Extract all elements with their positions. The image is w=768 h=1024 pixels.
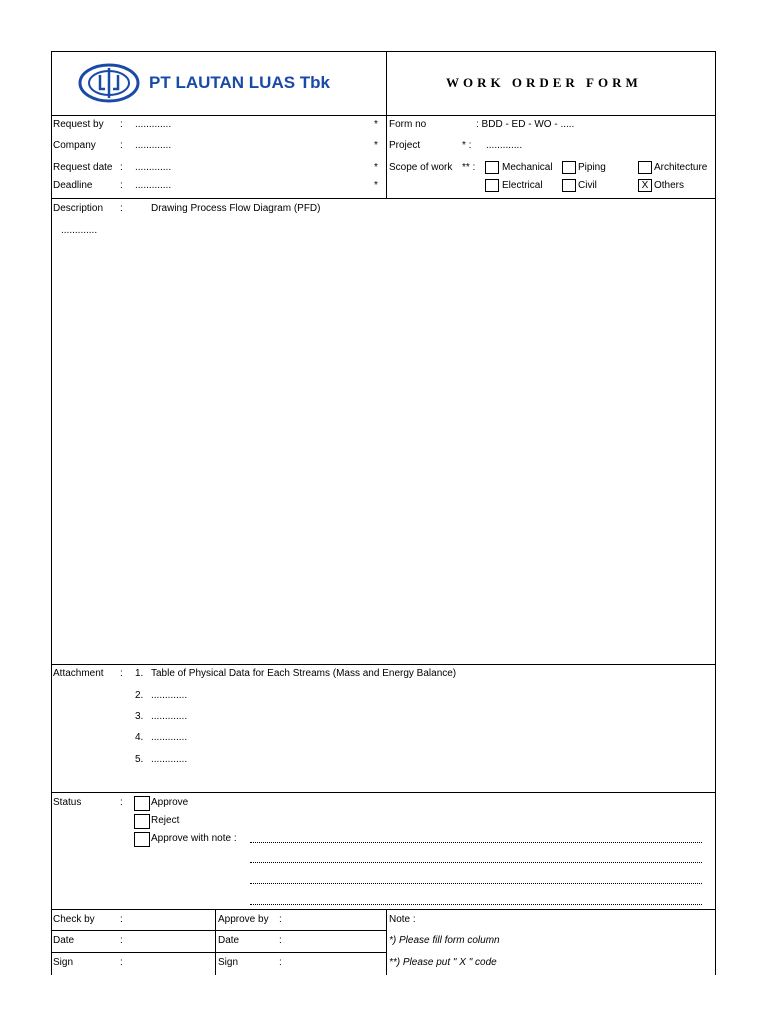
company-name: PT LAUTAN LUAS Tbk xyxy=(149,73,331,92)
attachment-item-number: 1. xyxy=(135,668,144,679)
approve-date-label: Date xyxy=(218,935,240,946)
form-title: WORK ORDER FORM xyxy=(446,75,642,90)
company-required: * xyxy=(374,140,378,151)
attachment-bottom-border xyxy=(51,792,716,793)
attachment-label: Attachment xyxy=(53,668,104,679)
check-by-label: Check by xyxy=(53,914,95,925)
note-text-1: *) Please fill form column xyxy=(389,935,500,946)
request-by-label: Request by xyxy=(53,119,104,130)
company-value[interactable]: ............. xyxy=(135,140,172,151)
request-date-required: * xyxy=(374,162,378,173)
header-divider xyxy=(386,51,387,199)
attachment-item-number: 5. xyxy=(135,754,144,765)
reject-label: Reject xyxy=(151,815,180,826)
check-by-colon: : xyxy=(120,914,123,925)
attachment-item[interactable]: ............. xyxy=(151,754,188,765)
request-by-required: * xyxy=(374,119,378,130)
form-no-value[interactable]: : BDD - ED - WO - ..... xyxy=(476,119,575,130)
attachment-item[interactable]: ............. xyxy=(151,711,188,722)
request-date-colon: : xyxy=(120,162,123,173)
project-marks: * : xyxy=(462,140,472,151)
note-line-1[interactable] xyxy=(250,842,702,843)
scope-label: Scope of work xyxy=(389,162,453,173)
civil-label: Civil xyxy=(578,180,597,191)
attachment-colon: : xyxy=(120,668,123,679)
approve-checkbox[interactable] xyxy=(134,796,150,811)
check-date-label: Date xyxy=(53,935,75,946)
check-sign-label: Sign xyxy=(53,957,74,968)
header-bottom-border xyxy=(51,115,716,116)
approve-sign-label: Sign xyxy=(218,957,239,968)
attachment-item-number: 3. xyxy=(135,711,144,722)
form-no-label: Form no xyxy=(389,119,427,130)
request-by-colon: : xyxy=(120,119,123,130)
attachment-item-number: 4. xyxy=(135,732,144,743)
request-by-value[interactable]: ............. xyxy=(135,119,172,130)
description-colon: : xyxy=(120,203,123,214)
approve-with-note-checkbox[interactable] xyxy=(134,832,150,847)
description-bottom-border xyxy=(51,664,716,665)
note-line-4[interactable] xyxy=(250,904,702,905)
electrical-checkbox[interactable] xyxy=(485,179,499,192)
deadline-value[interactable]: ............. xyxy=(135,180,172,191)
approve-by-label: Approve by xyxy=(218,914,269,925)
scope-marks: ** : xyxy=(462,162,476,173)
signoff-col-divider-2 xyxy=(386,909,387,975)
lautan-luas-logo xyxy=(78,63,140,103)
others-checkbox[interactable]: X xyxy=(638,179,652,192)
signoff-row-2-border xyxy=(51,952,387,953)
note-line-2[interactable] xyxy=(250,862,702,863)
deadline-colon: : xyxy=(120,180,123,191)
architecture-label: Architecture xyxy=(654,162,708,173)
company-label: Company xyxy=(53,140,96,151)
approve-label: Approve xyxy=(151,797,189,808)
company-colon: : xyxy=(120,140,123,151)
deadline-label: Deadline xyxy=(53,180,93,191)
attachment-item-number: 2. xyxy=(135,690,144,701)
civil-checkbox[interactable] xyxy=(562,179,576,192)
signoff-row-1-border xyxy=(51,930,387,931)
approve-with-note-label: Approve with note : xyxy=(151,833,237,844)
piping-label: Piping xyxy=(578,162,606,173)
electrical-label: Electrical xyxy=(502,180,543,191)
signoff-col-divider-1 xyxy=(215,909,216,975)
project-label: Project xyxy=(389,140,421,151)
note-text-2: **) Please put " X " code xyxy=(389,957,497,968)
approve-date-colon: : xyxy=(279,935,282,946)
piping-checkbox[interactable] xyxy=(562,161,576,174)
status-label: Status xyxy=(53,797,82,808)
frame-top-border xyxy=(51,51,716,52)
attachment-item[interactable]: Table of Physical Data for Each Streams (Mass and Energy Balance) xyxy=(151,668,457,679)
approve-sign-colon: : xyxy=(279,957,282,968)
reject-checkbox[interactable] xyxy=(134,814,150,829)
others-label: Others xyxy=(654,180,685,191)
description-extra[interactable]: ............. xyxy=(61,225,98,236)
note-label: Note : xyxy=(389,914,416,925)
mechanical-checkbox[interactable] xyxy=(485,161,499,174)
project-value[interactable]: ............. xyxy=(486,140,523,151)
info-bottom-border xyxy=(51,198,716,199)
description-value[interactable]: Drawing Process Flow Diagram (PFD) xyxy=(151,203,321,214)
request-date-value[interactable]: ............. xyxy=(135,162,172,173)
architecture-checkbox[interactable] xyxy=(638,161,652,174)
status-colon: : xyxy=(120,797,123,808)
status-bottom-border xyxy=(51,909,716,910)
frame-right-border xyxy=(715,51,716,975)
attachment-item[interactable]: ............. xyxy=(151,732,188,743)
note-line-3[interactable] xyxy=(250,883,702,884)
check-sign-colon: : xyxy=(120,957,123,968)
frame-left-border xyxy=(51,51,52,975)
description-label: Description xyxy=(53,203,104,214)
check-date-colon: : xyxy=(120,935,123,946)
request-date-label: Request date xyxy=(53,162,113,173)
deadline-required: * xyxy=(374,180,378,191)
attachment-item[interactable]: ............. xyxy=(151,690,188,701)
mechanical-label: Mechanical xyxy=(502,162,553,173)
approve-by-colon: : xyxy=(279,914,282,925)
